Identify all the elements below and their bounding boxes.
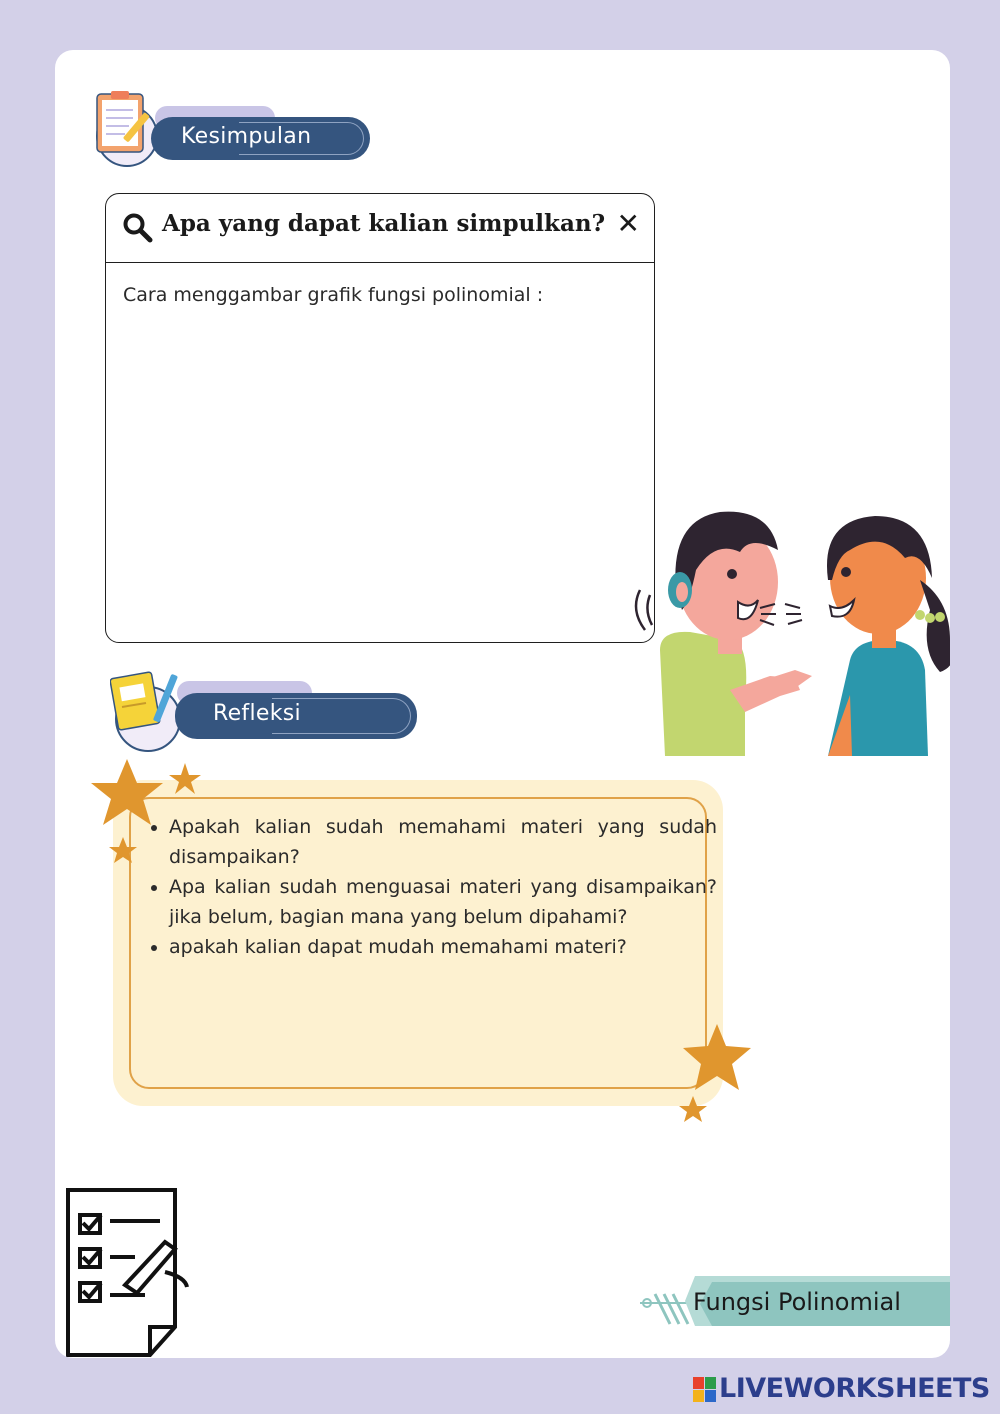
checklist-icon bbox=[65, 1187, 190, 1358]
section-header-kesimpulan bbox=[151, 117, 370, 160]
brand-name[interactable]: LIVEWORKSHEETS bbox=[719, 1373, 990, 1404]
search-icon bbox=[122, 212, 154, 244]
section-header-refleksi bbox=[175, 693, 417, 739]
reflection-item: • Apakah kalian sudah memahami materi yang sudah disampaikan? bbox=[169, 812, 717, 872]
reflection-item: • Apa kalian sudah menguasai materi yang disampaikan? jika belum, bagian mana yang belum dipahami? bbox=[169, 872, 717, 932]
reflection-list bbox=[145, 812, 717, 962]
section-title: Refleksi bbox=[213, 701, 301, 726]
conclusion-box-header bbox=[106, 194, 654, 263]
worksheet-page bbox=[55, 50, 950, 1358]
liveworksheets-logo-icon bbox=[693, 1377, 717, 1403]
conclusion-box bbox=[105, 193, 655, 643]
conclusion-prompt: Cara menggambar grafik fungsi polinomial : bbox=[123, 284, 544, 306]
footer-title: Fungsi Polinomial bbox=[693, 1288, 901, 1316]
close-icon[interactable]: ✕ bbox=[616, 207, 640, 240]
section-title: Kesimpulan bbox=[181, 124, 312, 149]
conclusion-question: Apa yang dapat kalian simpulkan? bbox=[162, 210, 606, 237]
kids-talking-illustration bbox=[620, 500, 950, 760]
reflection-item: • apakah kalian dapat mudah memahami materi? bbox=[169, 932, 717, 962]
star-icon bbox=[89, 755, 209, 875]
star-icon bbox=[673, 1022, 755, 1132]
